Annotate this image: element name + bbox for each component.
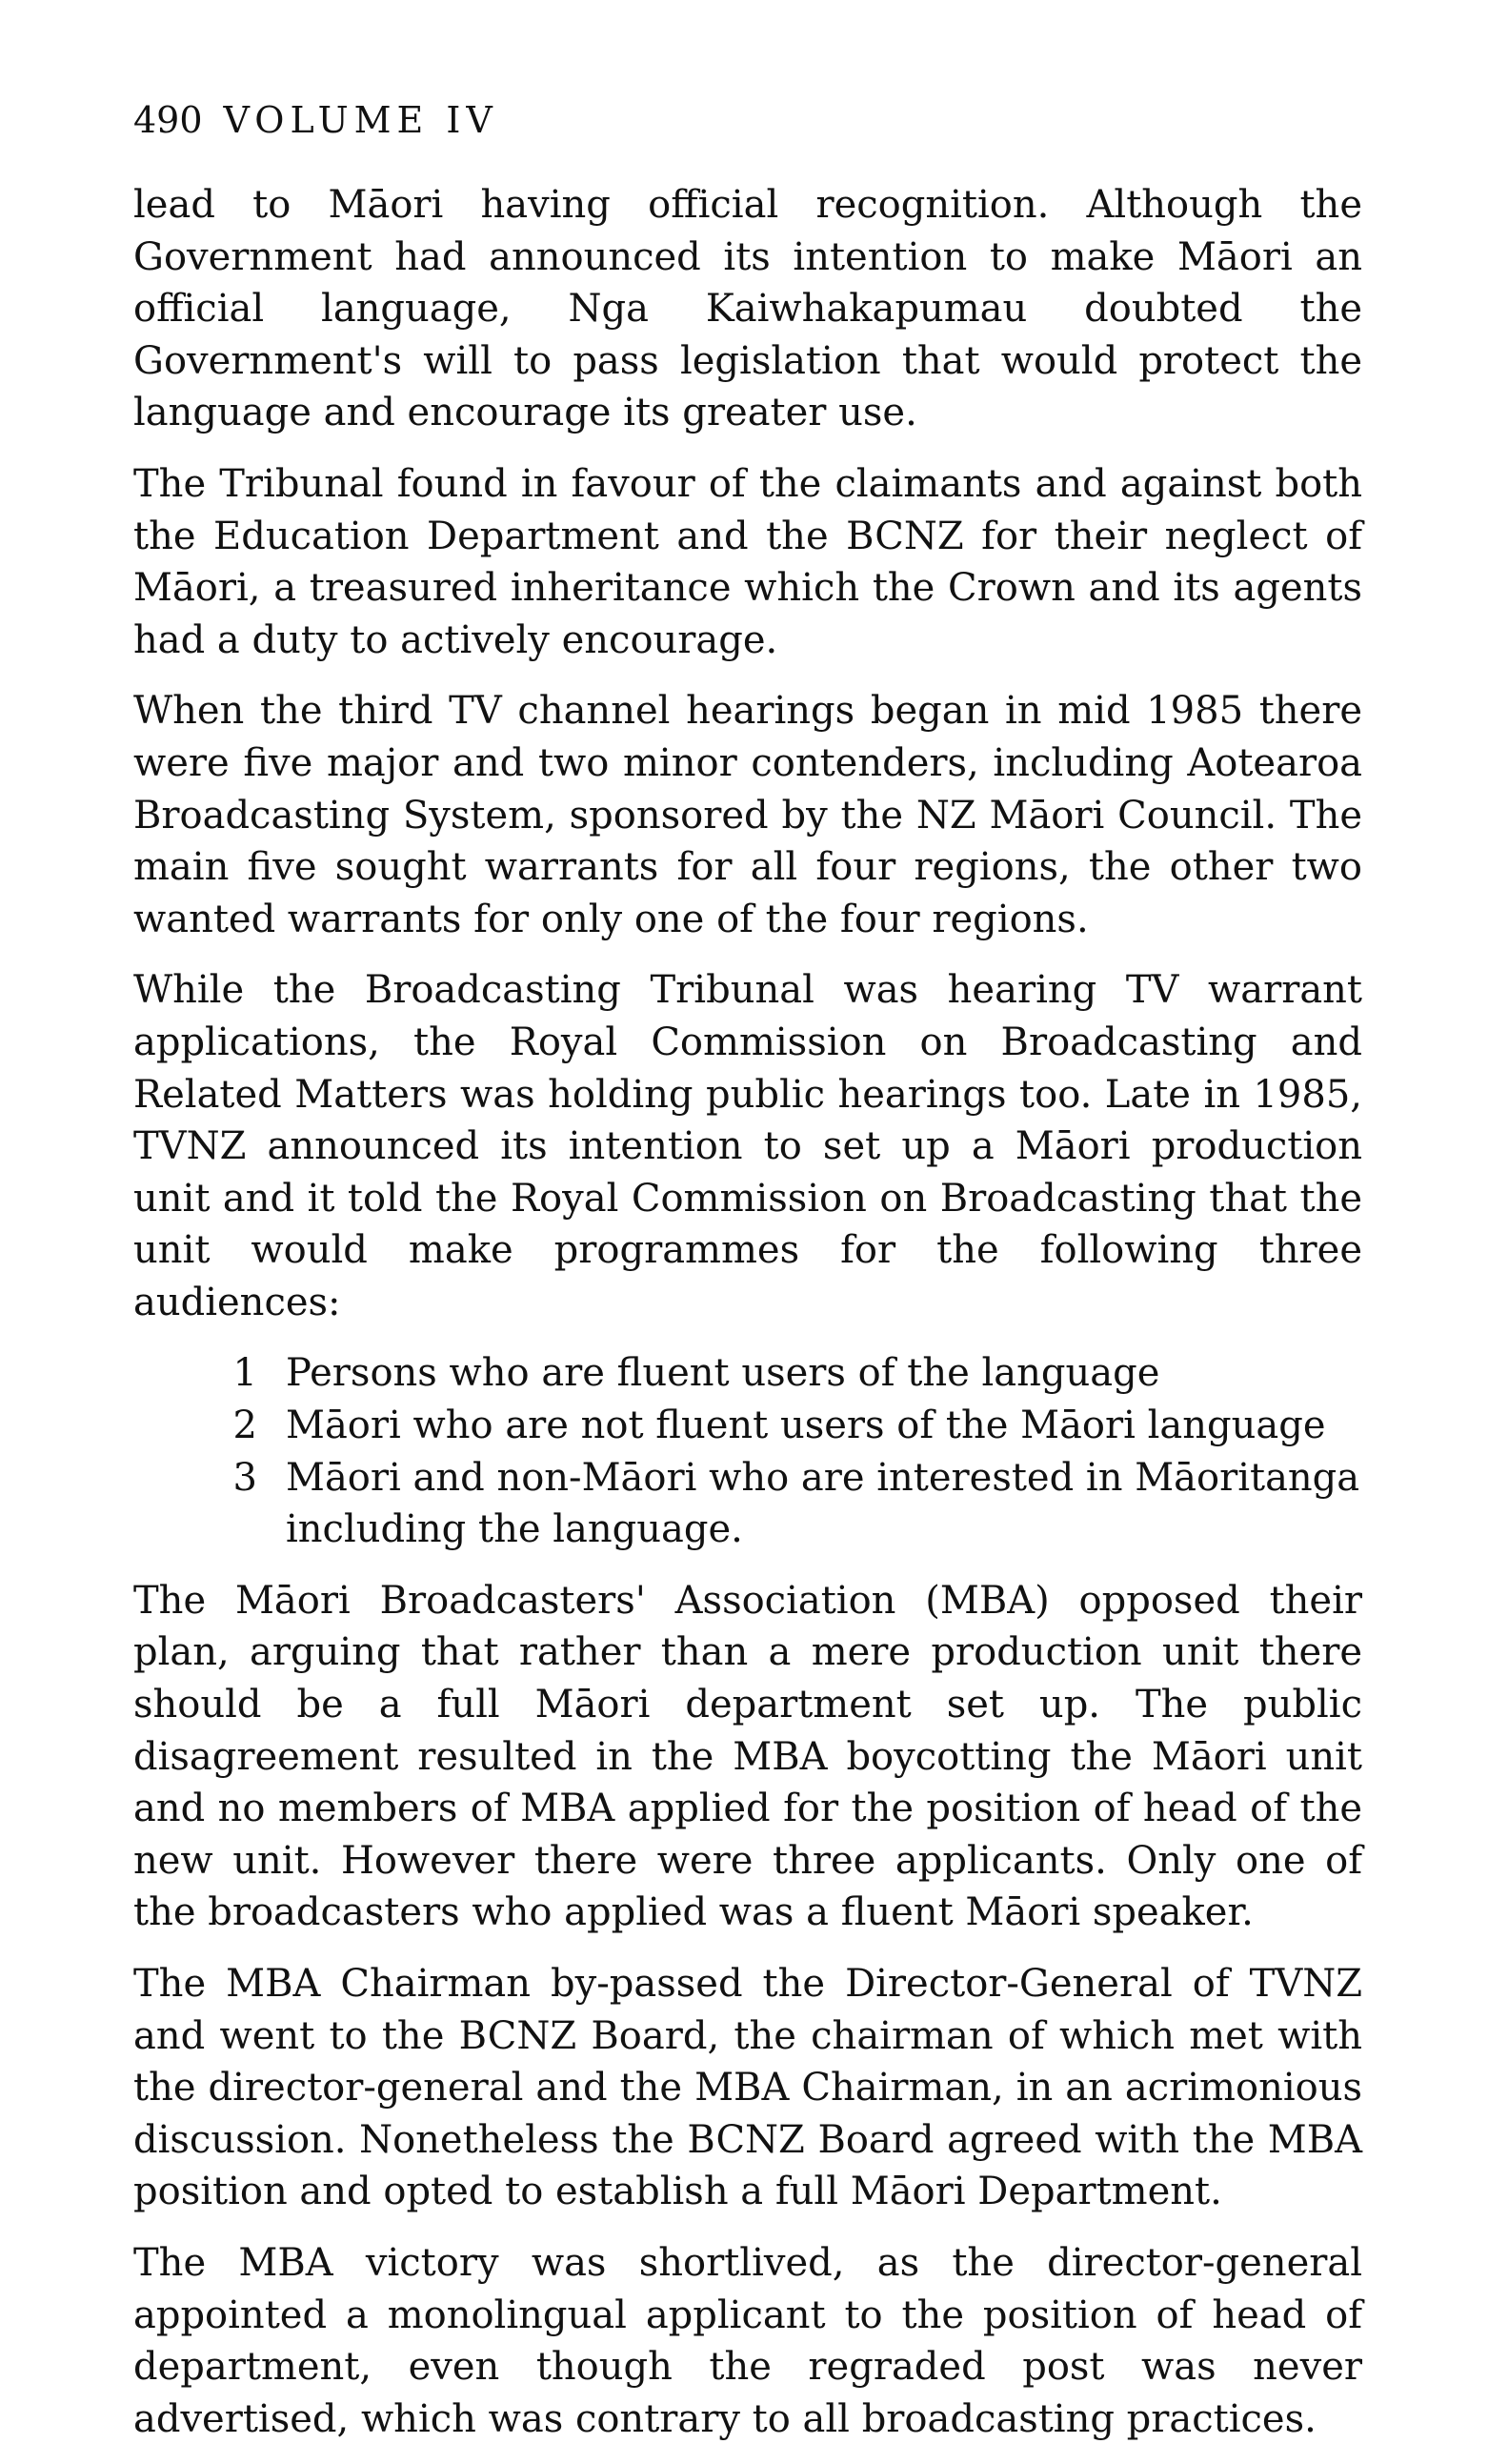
list-item-text: Māori who are not fluent users of the Māori language: [286, 1404, 1326, 1448]
running-header: [133, 99, 498, 141]
list-item-number: 1: [232, 1351, 257, 1396]
paragraph-tribunal-finding: The Tribunal found in favour of the claimants and against both the Education Department and the BCNZ for their neglect of Māori, a treasured inheritance which the Crown and its agents had a duty to actively encourage.: [133, 461, 1362, 662]
paragraph-third-tv-channel: When the third TV channel hearings began in mid 1985 there were five major and two minor contenders, including Aotearoa Broadcasting System, sponsored by the NZ Māori Council. The main five sought warrants for all four regions, the other two wanted warrants for only one of the four regions.: [133, 689, 1362, 941]
paragraph-mba-victory: The MBA victory was shortlived, as the director-general appointed a monolingual applicant to the position of head of department, even though the regraded post was never advertised, which was contrary to all broadcasting practices.: [133, 2240, 1362, 2441]
body-text: [133, 179, 1362, 2464]
running-title: VOLUME IV: [223, 99, 498, 141]
list-item-text: Persons who are fluent users of the language: [286, 1351, 1160, 1396]
list-item: [133, 1347, 1362, 1400]
list-item-number: 3: [232, 1455, 257, 1500]
paragraph-mba-chairman: The MBA Chairman by-passed the Director-General of TVNZ and went to the BCNZ Board, the chairman of which met with the director-general and the MBA Chairman, in an acrimonious discussion. Nonetheless the BCNZ Board agreed with the MBA position and opted to establish a full Māori Department.: [133, 1962, 1362, 2214]
audience-list: [133, 1347, 1362, 1555]
list-item-number: 2: [232, 1404, 257, 1448]
paragraph-royal-commission: While the Broadcasting Tribunal was hearing TV warrant applications, the Royal Commission on Broadcasting and Related Matters was holding public hearings too. Late in 1985, TVNZ announced its intention to set up a Māori production unit and it told the Royal Commission on Broadcasting that the unit would make programmes for the following three audiences:: [133, 968, 1362, 1324]
list-item-text: Māori and non-Māori who are interested in Māoritanga including the language.: [286, 1455, 1360, 1552]
paragraph-mba-opposition: The Māori Broadcasters' Association (MBA) opposed their plan, arguing that rather than a mere production unit there should be a full Māori department set up. The public disagreement resulted in the MBA boycotting the Māori unit and no members of MBA applied for the position of head of the new unit. However there were three applicants. Only one of the broadcasters who applied was a fluent Māori speaker.: [133, 1578, 1362, 1935]
list-item: [133, 1400, 1362, 1452]
page-number: 490: [133, 99, 203, 141]
list-item: [133, 1452, 1362, 1556]
paragraph-official-recognition: lead to Māori having official recognition. Although the Government had announced its intention to make Māori an official language, Nga Kaiwhakapumau doubted the Government's will to pass legislation that would protect the language and encourage its greater use.: [133, 183, 1362, 435]
